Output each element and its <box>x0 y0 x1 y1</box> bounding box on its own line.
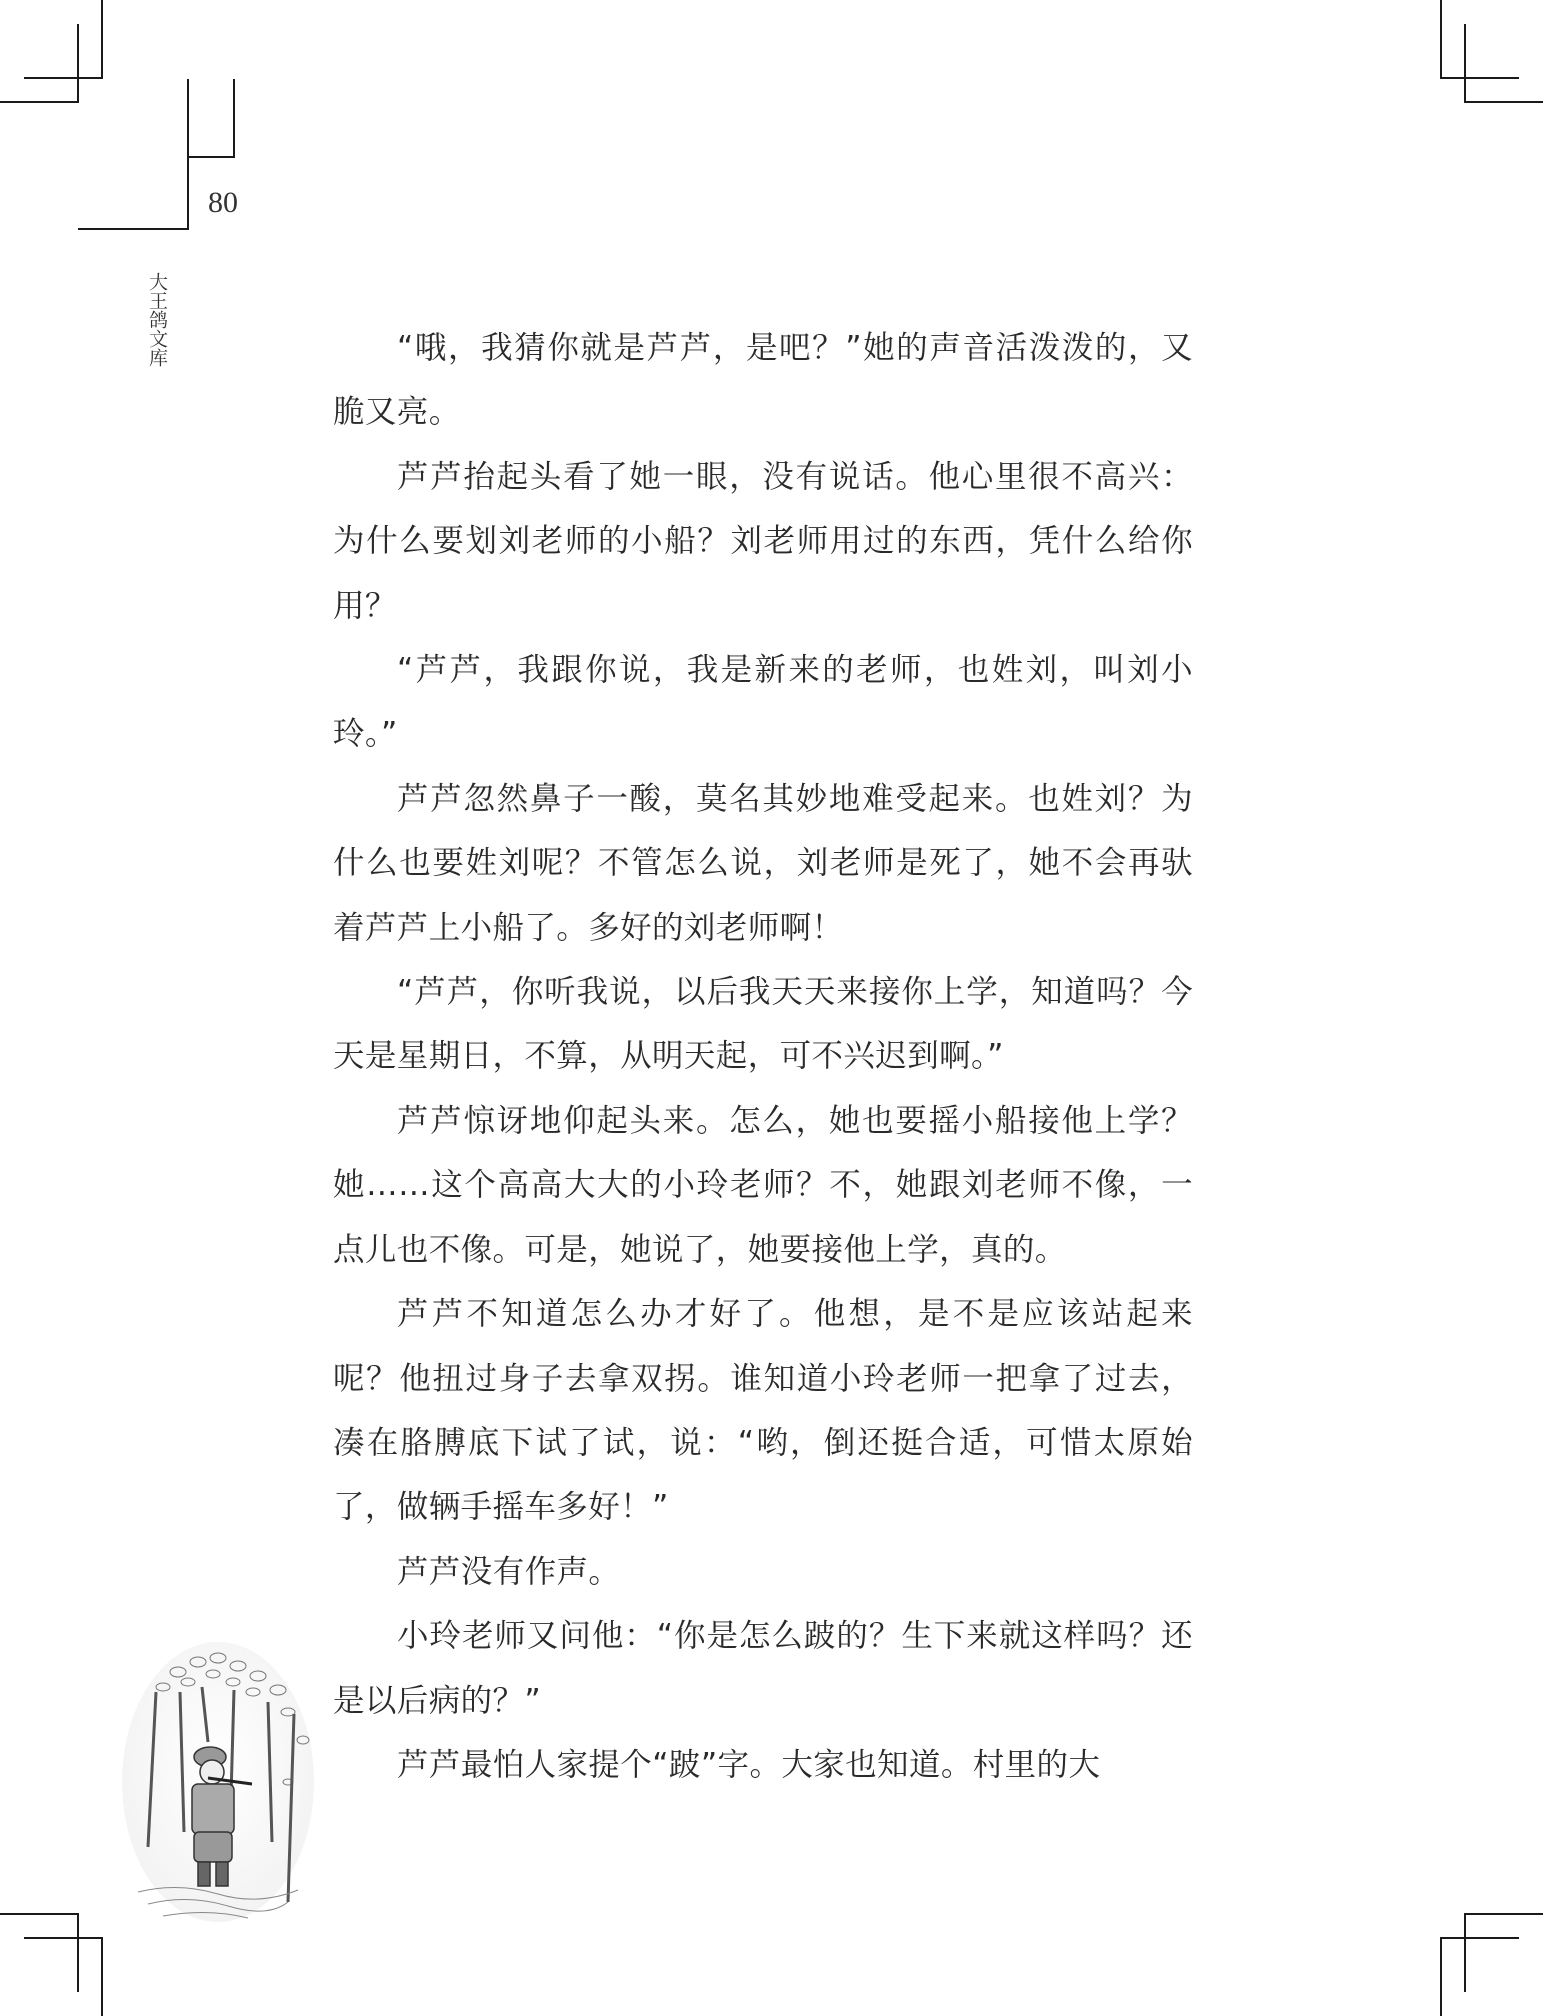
paragraph: “哦，我猜你就是芦芦，是吧？”她的声音活泼泼的，又脆又亮。 <box>333 330 1193 431</box>
crop-mark-bl-outer-h <box>0 1913 79 1915</box>
page-frame-line-h2 <box>187 156 235 158</box>
page-frame-line-v2 <box>233 79 235 158</box>
paragraph: 芦芦抬起头看了她一眼，没有说话。他心里很不高兴：为什么要划刘老师的小船？刘老师用过的东西，凭什么给你用？ <box>333 458 1193 624</box>
crop-mark-br-outer-h <box>1464 1913 1543 1915</box>
crop-mark-bl-outer-v <box>77 1913 79 1992</box>
crop-mark-tl-outer-v <box>101 0 103 79</box>
paragraph: 小玲老师又问他：“你是怎么跛的？生下来就这样吗？还是以后病的？” <box>333 1618 1193 1719</box>
crop-mark-tr-outer-v <box>1440 0 1442 79</box>
paragraph: 芦芦没有作声。 <box>397 1553 621 1590</box>
paragraph: 芦芦忽然鼻子一酸，莫名其妙地难受起来。也姓刘？为什么也要姓刘呢？不管怎么说，刘老师是死了，她不会再驮着芦芦上小船了。多好的刘老师啊！ <box>333 780 1193 946</box>
crop-mark-tr-outer-h <box>1440 77 1519 79</box>
page-frame-line-v1 <box>187 79 189 230</box>
crop-mark-br-outer-v <box>1464 1913 1466 1992</box>
crop-mark-tl-inner-v <box>77 24 79 103</box>
page-frame-line-h1 <box>78 228 189 230</box>
crop-mark-bl-inner-v <box>101 1937 103 2016</box>
crop-mark-tl-inner-h <box>0 101 79 103</box>
crop-mark-br-inner-h <box>1440 1937 1519 1939</box>
crop-mark-tr-inner-h <box>1464 101 1543 103</box>
illustration-boy-playing-flute <box>118 1632 318 1932</box>
crop-mark-tr-inner-v <box>1464 24 1466 103</box>
page-number: 80 <box>208 186 238 219</box>
paragraph: 芦芦惊讶地仰起头来。怎么，她也要摇小船接他上学？她……这个高高大大的小玲老师？不，她跟刘老师不像，一点儿也不像。可是，她说了，她要接他上学，真的。 <box>333 1102 1193 1268</box>
paragraph: 芦芦不知道怎么办才好了。他想，是不是应该站起来呢？他扭过身子去拿双拐。谁知道小玲老师一把拿了过去，凑在胳膊底下试了试，说：“哟，倒还挺合适，可惜太原始了，做辆手摇车多好！” <box>333 1296 1193 1526</box>
paragraph: “芦芦，我跟你说，我是新来的老师，也姓刘，叫刘小玲。” <box>333 652 1193 753</box>
crop-mark-br-inner-v <box>1440 1937 1442 2016</box>
paragraph: 芦芦最怕人家提个“跛”字。大家也知道。村里的大 <box>397 1746 1101 1783</box>
paragraph: “芦芦，你听我说，以后我天天来接你上学，知道吗？今天是星期日，不算，从明天起，可不兴迟到啊。” <box>333 974 1193 1075</box>
series-title: 大王鸽文库 <box>146 272 168 367</box>
crop-mark-tl-outer-h <box>24 77 103 79</box>
body-text <box>333 316 1193 1797</box>
crop-mark-bl-inner-h <box>24 1937 103 1939</box>
sketch-image <box>118 1632 318 1932</box>
